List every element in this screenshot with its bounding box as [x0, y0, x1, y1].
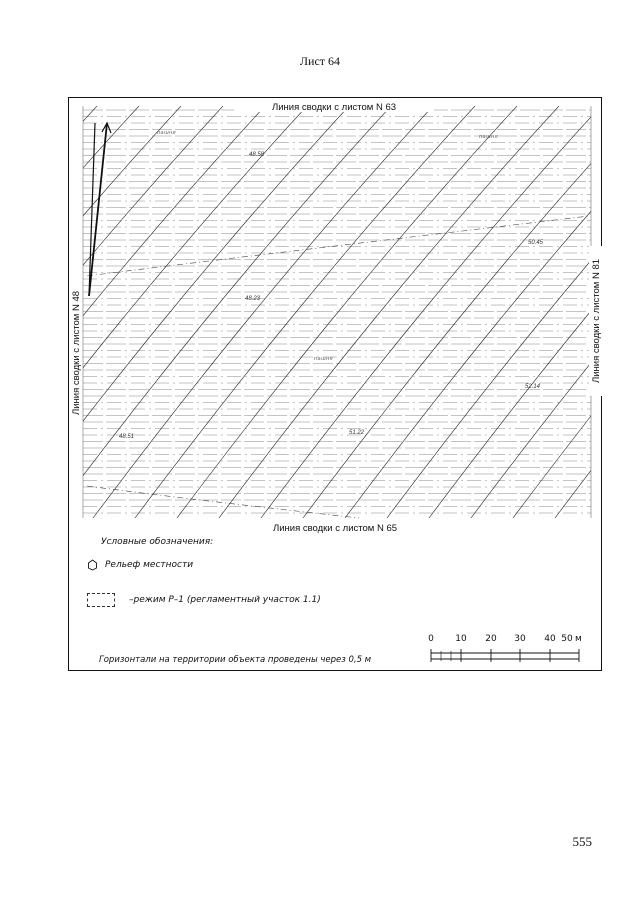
elevation-label: 52.14 [525, 384, 541, 390]
scale-tick-label: 30 [514, 634, 526, 644]
scale-unit: м [575, 634, 582, 644]
right-sheet-link-label: Линия сводки с листом N 81 [591, 258, 602, 384]
scale-tick-label: 10 [455, 634, 467, 644]
scale-labels [429, 634, 589, 664]
elevation-label: 51.22 [349, 430, 365, 436]
scale-tick-label: 0 [428, 634, 434, 644]
elevation-label: 50.45 [528, 240, 544, 246]
legend-relief-item [87, 558, 193, 572]
scale-tick-label: 40 [544, 634, 556, 644]
elevation-label: 48.23 [245, 296, 261, 302]
sheet-title: Лист 64 [299, 54, 341, 68]
contour-interval-note: Горизонтали на территории объекта проведены через 0,5 м [99, 655, 372, 665]
surface-label: пашня [314, 356, 334, 362]
legend-title: Условные обозначения: [101, 537, 214, 547]
map-frame [68, 97, 602, 671]
top-sheet-link-label: Линия сводки с листом N 63 [271, 102, 397, 113]
scale-tick-label: 20 [485, 634, 497, 644]
legend-mode-label: –режим Р–1 (регламентный участок 1.1) [129, 595, 321, 605]
relief-icon [87, 559, 98, 571]
legend [69, 98, 603, 672]
mode-boundary-icon [87, 593, 115, 607]
elevation-label: 48.51 [119, 434, 135, 440]
surface-label: пашня [157, 130, 177, 136]
elevation-label: 48.58 [249, 152, 265, 158]
surface-label: пашня [479, 134, 499, 140]
bottom-sheet-link-label: Линия сводки с листом N 65 [272, 523, 398, 534]
scale-tick-label: 50 [561, 634, 573, 644]
legend-relief-label: Рельеф местности [105, 560, 194, 570]
legend-mode-item [87, 592, 321, 608]
page-number: 555 [572, 834, 592, 849]
left-sheet-link-label: Линия сводки с листом N 48 [71, 290, 82, 416]
